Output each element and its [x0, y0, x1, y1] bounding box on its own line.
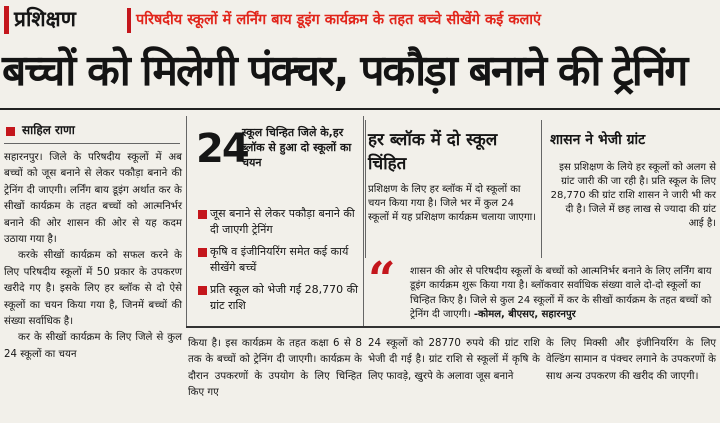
column-rule — [365, 120, 366, 258]
fact-box-item-text: प्रति स्कूल को भेजी गई 28,770 की ग्रांट राशि — [210, 283, 358, 312]
pull-quote-text: शासन की ओर से परिषदीय स्कूलों के बच्चों को आत्मनिर्भर बनाने के लिए लर्निंग बाय डूइंग कार्यक्रम शुरू किया गया है। ब्लॉकवार सर्वाधिक संख्या वाले दो-दो स्कूलों का चिन्हित किए है। जिले से कुल 24 स्कूलों में कर के सीखों कार्यक्रम के तहत बच्चों को ट्रेनिंग दी जाएगी। — [410, 266, 712, 321]
fact-box-item — [198, 282, 358, 314]
middle-body-text: प्रशिक्षण के लिए हर ब्लॉक में दो स्कूलों का चयन किया गया है। जिले भर में कुल 24 स्कूलों में यह प्रशिक्षण कार्यक्रम चलाया जाएगा। — [368, 184, 536, 223]
byline: साहिल राणा — [22, 123, 75, 137]
quote-mark-icon: “ — [368, 252, 396, 308]
fact-box-item-text: कृषि व इंजीनियरिंग समेत कई कार्य सीखेंगे बच्चें — [210, 245, 349, 274]
left-column — [4, 150, 182, 363]
bottom-column-text: किया है। इस कार्यक्रम के तहत कक्षा 6 से 8 तक के बच्चों को ट्रेनिंग दी जाएगी। कार्यक्रम के दौरान उपकरणों के उपयोग के लिए चिन्हित किए गए — [188, 338, 362, 399]
subheadline-bar — [127, 8, 131, 33]
headline-rule — [0, 108, 720, 110]
middle-body — [368, 183, 536, 225]
subheadline: परिषदीय स्कूलों में लर्निंग बाय डूइंग कार्यक्रम के तहत बच्चे सीखेंगे कई कलाएं — [136, 12, 542, 28]
fact-box-item — [198, 206, 358, 238]
bullet-square-icon — [198, 248, 207, 257]
right-heading: शासन ने भेजी ग्रांट — [550, 132, 646, 148]
column-rule — [541, 120, 542, 258]
quote-rule — [186, 326, 720, 328]
bottom-column-text: के लिए मिक्सी और इंजीनियरिंग के लिए वेल्डिंग सामान व पंक्चर लगाने के उपकरणों के साथ अन्य उपकरण की खरीद की जाएगी। — [546, 338, 716, 382]
fact-box-item — [198, 244, 358, 276]
kicker-bar — [4, 6, 9, 34]
left-paragraph: कर के सीखों कार्यक्रम के लिए जिले से कुल 24 स्कूलों का चयन — [4, 332, 182, 360]
fact-box-number: 24 — [196, 126, 248, 172]
bullet-square-icon — [198, 210, 207, 219]
pull-quote-attribution: -कोमल, बीएसए, सहारनपुर — [473, 309, 576, 321]
right-body — [550, 161, 716, 231]
middle-heading: हर ब्लॉक में दो स्कूल चिंहित — [368, 130, 498, 174]
kicker: प्रशिक्षण — [14, 7, 76, 31]
bottom-column — [368, 336, 540, 385]
fact-box-heading: स्कूल चिन्हित जिले के,हर ब्लॉक से हुआ दो स्कूलों का चयन — [242, 126, 352, 169]
bottom-column-text: 24 स्कूलों को 28770 रुपये की ग्रांट राशि भेजी दी गई है। ग्रांट राशि से स्कूलों में कृषि के लिए फावड़े, खुरपे के अलावा जूस बनाने — [368, 338, 540, 382]
headline: बच्चों को मिलेगी पंक्चर, पकौड़ा बनाने की ट्रेनिंग — [2, 47, 687, 96]
pull-quote — [410, 265, 716, 323]
left-paragraph: सहारनपुर। जिले के परिषदीय स्कूलों में अब बच्चों को जूस बनाने से लेकर पकौड़ा बनाने की ट्रेनिंग दी जाएगी। लर्निंग बाय डूइंग अर्थात कर के सीखों कार्यक्रम के तहत बच्चों को आत्मनिर्भर बनाने की ओर शासन की ओर से यह कदम उठाया गया है। — [4, 152, 182, 246]
right-body-text: इस प्रशिक्षण के लिये हर स्कूलों को अलग से ग्रांट जारी की जा रही है। प्रति स्कूल के लिए 28,770 की ग्रांट राशि शासन ने जारी भी कर दी है। जिले में छह लाख से ज्यादा की ग्रांट आई है। — [550, 162, 716, 229]
fact-box-item-text: जूस बनाने से लेकर पकौड़ा बनाने की दी जाएगी ट्रेनिंग — [210, 207, 355, 236]
bullet-square-icon — [198, 286, 207, 295]
left-paragraph: करके सीखों कार्यक्रम को सफल करने के लिए परिषदीय स्कूलों में 50 प्रकार के उपकरण खरीदे गए है। इसके लिए हर ब्लॉक से दो ऐसे स्कूलों का चयन किया गया है, जिनमें बच्चों की संख्या सर्वाधिक है। — [4, 250, 182, 328]
byline-rule — [4, 143, 180, 144]
bottom-column — [188, 336, 362, 402]
bottom-column — [546, 336, 716, 385]
byline-marker — [6, 127, 15, 136]
